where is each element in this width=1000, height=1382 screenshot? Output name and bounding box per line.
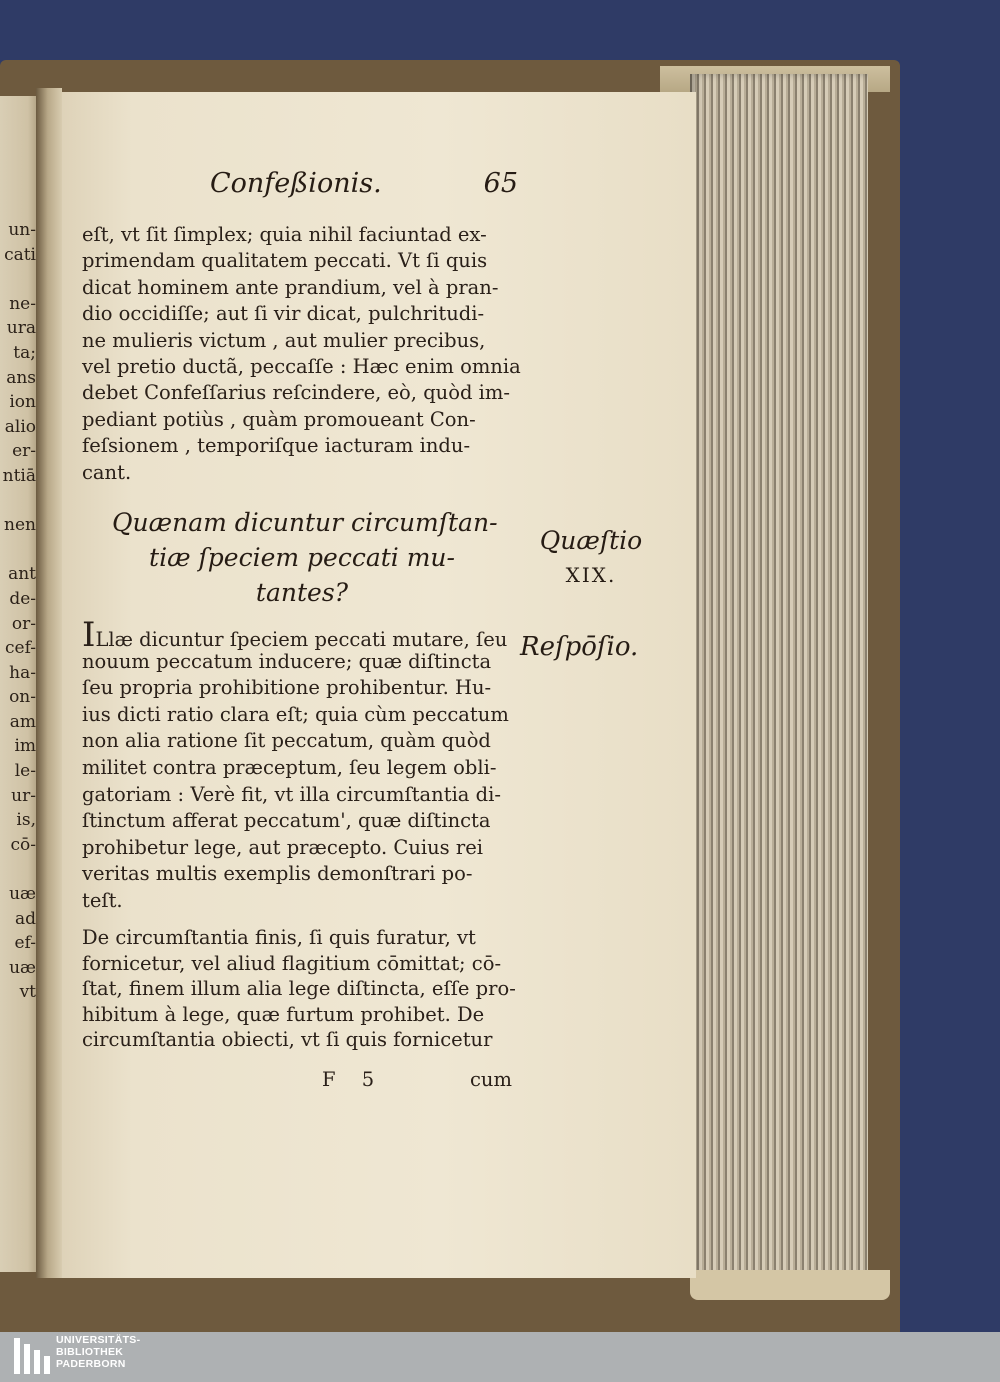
- left-page-fragment: on-: [9, 687, 36, 708]
- library-logo-icon: [14, 1338, 50, 1374]
- left-page-fragment: [0, 538, 40, 563]
- text-line: vel pretio ductã, peccaſſe : Hæc enim omnia: [82, 354, 521, 378]
- text-line: ius dicti ratio clara eſt; quia cùm peccatum: [82, 702, 509, 726]
- left-page-fragment: ans: [6, 367, 36, 388]
- left-page-fragment: alio: [4, 416, 36, 437]
- logo-line-3: PADERBORN: [56, 1358, 126, 1370]
- left-page-fragment: er-: [12, 441, 36, 462]
- margin-question-number: XIX.: [565, 563, 617, 587]
- text-line: primendam qualitatem peccati. Vt ſi quis: [82, 249, 488, 273]
- question-title-line: tiæ ſpeciem peccati mu-: [149, 543, 455, 572]
- left-page-fragment: ant: [8, 564, 36, 585]
- margin-response: Reſpōſio.: [520, 632, 639, 662]
- left-page-fragment: cati: [4, 244, 36, 265]
- left-page-fragment: ta;: [13, 342, 36, 363]
- text-line: militet contra præceptum, ſeu legem obli-: [82, 755, 497, 779]
- left-page-fragment: ura: [6, 318, 36, 339]
- running-title: Confeßionis.: [210, 168, 382, 199]
- text-line: feſsionem , temporiſque iacturam indu-: [82, 434, 471, 458]
- left-page-fragment: cef-: [4, 638, 36, 659]
- left-page-fragment: im: [14, 736, 36, 757]
- left-page-fragment: ef-: [14, 933, 36, 954]
- left-page-fragments: [0, 218, 40, 1078]
- text-line: hibitum à lege, quæ furtum prohibet. De: [82, 1002, 485, 1026]
- text-line: [82, 615, 522, 655]
- left-page-fragment: [0, 267, 40, 292]
- text-line: gatoriam : Verè fit, vt illa circumſtantia di-: [82, 782, 501, 806]
- left-page-fragment: le-: [14, 761, 36, 782]
- text-line: circumſtantia obiecti, vt ſi quis fornicetur: [82, 1028, 493, 1052]
- question-title: [112, 505, 498, 610]
- left-page-fragment: ad: [14, 908, 36, 929]
- drop-cap: I: [82, 615, 96, 655]
- text-line: fornicetur, vel aliud flagitium cōmittat; cō-: [82, 951, 502, 975]
- paragraph-2: [82, 615, 522, 915]
- logo-line-2: BIBLIOTHEK: [56, 1346, 124, 1358]
- left-page-fragment: ne-: [9, 293, 36, 314]
- left-page-fragment: [0, 857, 40, 882]
- left-page-fragment: un-: [8, 220, 36, 240]
- text-line: eſt, vt ſit ſimplex; quia nihil faciuntad ex-: [82, 223, 487, 246]
- signature-mark: F 5: [322, 1068, 385, 1091]
- text-line: nouum peccatum inducere; quæ diſtincta: [82, 649, 492, 673]
- left-page-fragment: ion: [9, 392, 36, 413]
- left-page-fragment: ha-: [9, 662, 36, 683]
- margin-question: [536, 524, 646, 592]
- left-page-fragment: [0, 489, 40, 514]
- text-line: pediant potiùs , quàm promoueant Con-: [82, 407, 476, 431]
- question-title-line: tantes?: [255, 578, 349, 607]
- text-line: prohibetur lege, aut præcepto. Cuius rei: [82, 835, 483, 859]
- text-line: veritas multis exemplis demonſtrari po-: [82, 862, 473, 886]
- text-line: debet Confeſſarius reſcindere, eò, quòd im-: [82, 381, 510, 405]
- text-line: teſt.: [82, 888, 123, 912]
- catchword: cum: [470, 1068, 512, 1091]
- text-line-rest: Llæ dicuntur ſpeciem peccati mutare, ſeu: [95, 628, 508, 651]
- text-line: cant.: [82, 460, 132, 484]
- text-line: dicat hominem ante prandium, vel à pran-: [82, 275, 499, 299]
- left-page-fragment: is,: [16, 810, 36, 831]
- left-page-fragment: cō-: [10, 834, 36, 855]
- page-number: 65: [483, 168, 518, 199]
- text-line: ſtinctum afferat peccatum', quæ diſtincta: [82, 809, 491, 833]
- text-line: ſeu propria prohibitione prohibentur. Hu-: [82, 676, 492, 700]
- text-line: ſtat, finem illum alia lege diſtincta, eſſe pro-: [82, 977, 516, 1001]
- left-page-fragment: nen: [4, 515, 36, 536]
- cover-bottom: [690, 1270, 890, 1300]
- library-bar: [0, 1332, 1000, 1382]
- paragraph-1: [82, 222, 522, 486]
- margin-question-label: Quæſtio: [539, 526, 643, 555]
- left-page-fragment: uæ: [9, 957, 36, 978]
- left-page-fragment: or-: [11, 613, 36, 634]
- text-line: ne mulieris victum , aut mulier precibus,: [82, 328, 486, 352]
- logo-line-1: UNIVERSITÄTS-: [56, 1334, 141, 1346]
- question-title-line: Quænam dicuntur circumſtan-: [112, 508, 498, 537]
- left-page-fragment: am: [9, 711, 36, 732]
- left-page-fragment: ntiā: [2, 465, 36, 486]
- paragraph-3: [82, 925, 522, 1053]
- left-page-fragment: uæ: [9, 884, 36, 905]
- running-header: [200, 168, 530, 208]
- text-line: non alia ratione ſit peccatum, quàm quòd: [82, 729, 491, 753]
- left-page-fragment: vt: [19, 982, 36, 1003]
- left-page-fragment: de-: [9, 588, 36, 609]
- page-edges: [690, 74, 868, 1286]
- text-line: De circumſtantia finis, ſi quis furatur, vt: [82, 926, 476, 949]
- library-logo-text: [56, 1334, 140, 1370]
- text-line: dio occidiſſe; aut ſi vir dicat, pulchritudi-: [82, 302, 485, 326]
- left-page-fragment: ur-: [11, 785, 36, 806]
